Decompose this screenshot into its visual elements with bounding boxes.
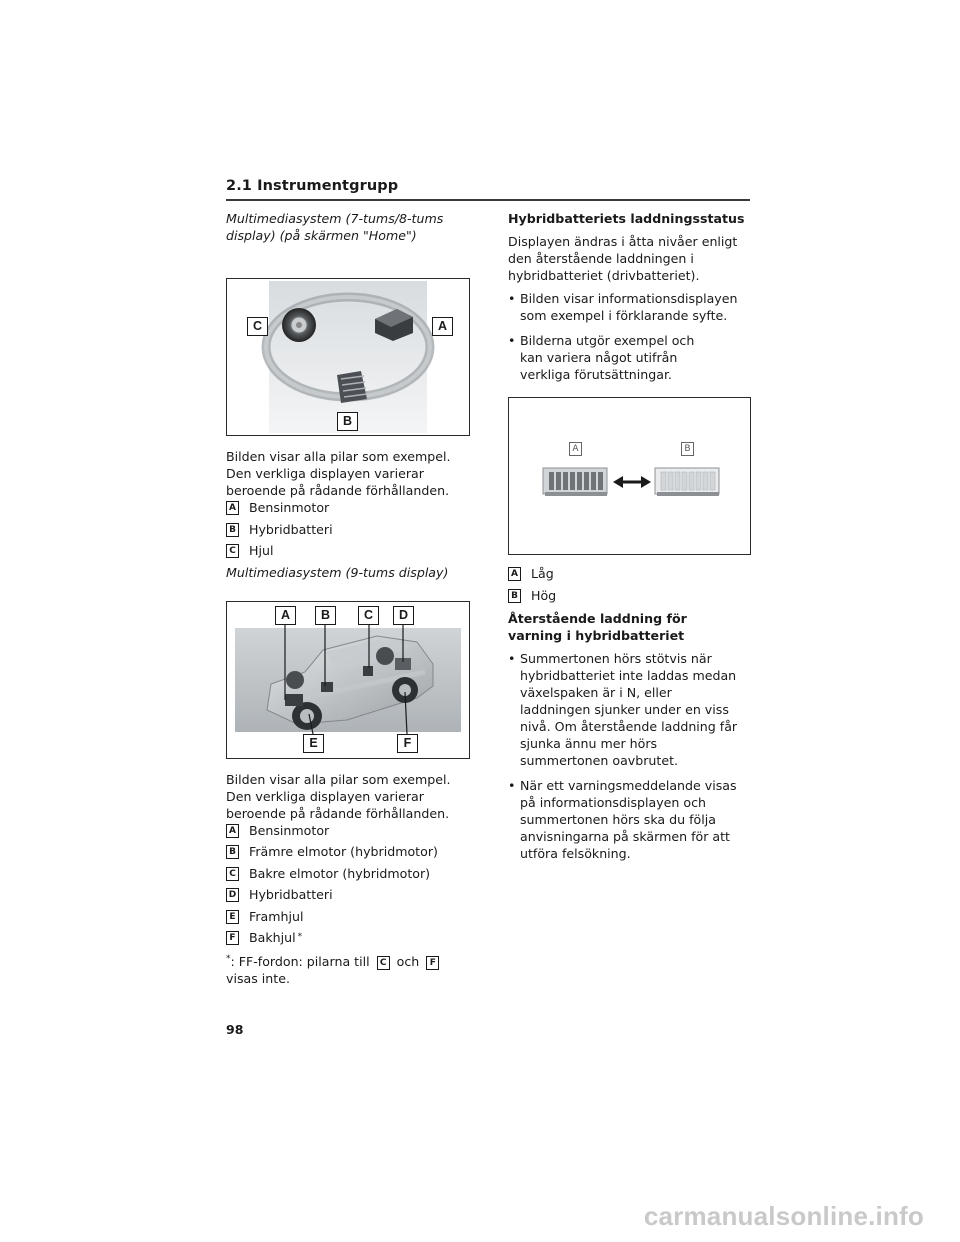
legend-text: Bensinmotor <box>249 822 330 838</box>
legend-text: Främre elmotor (hybridmotor) <box>249 844 438 859</box>
legend-text: Bakre elmotor (hybridmotor) <box>249 865 431 881</box>
figure1-label-a: A <box>432 317 453 336</box>
figure2-label-d: D <box>393 606 414 625</box>
watermark: carmanualsonline.info <box>643 1201 924 1231</box>
legend-text: Hybridbatteri <box>249 887 333 902</box>
figure3-charge-level <box>508 397 751 555</box>
legend-key: E <box>226 910 239 924</box>
section-divider <box>226 199 750 201</box>
figure1-legend <box>226 499 472 559</box>
footnote-star: * <box>226 953 231 964</box>
legend-key: F <box>226 931 239 945</box>
section-title: 2.1 Instrumentgrupp <box>226 178 399 194</box>
right-column <box>508 210 754 870</box>
figure1-energy-flow <box>226 278 470 436</box>
warning-heading: Återstående laddning för varning i hybridbatteriet <box>508 610 687 643</box>
left-column <box>226 210 472 987</box>
figure2-label-e: E <box>303 734 324 753</box>
legend-text: Hjul <box>249 543 274 558</box>
legend-key: B <box>226 523 239 537</box>
figure2-label-b: B <box>315 606 336 625</box>
legend-text: Bensinmotor <box>249 500 330 515</box>
footnote-prefix: : FF-fordon: pilarna till <box>230 953 370 969</box>
figure1-note: Bilden visar alla pilar som exempel. Den verkliga displayen varierar beroende på rådande förhållanden. <box>226 449 451 498</box>
legend-key: D <box>226 888 239 902</box>
legend-text: Låg <box>531 566 554 581</box>
charge-level-illustration <box>509 398 750 554</box>
figure2-label-a: A <box>275 606 296 625</box>
footnote-mid: och <box>396 953 420 969</box>
figure1-caption: Multimediasystem (7-tums/8-tums display) (på skärmen "Home") <box>226 211 444 243</box>
bullet-item: • Summertonen hörs stötvis när hybridbatteriet inte laddas medan växelspaken är i N, eller laddningen sjunker under en viss nivå. Om återstående laddning får sjunka ännu mer hörs summertonen oavbrutet. <box>508 650 742 769</box>
legend-key: C <box>226 867 239 881</box>
legend-key: A <box>508 567 521 581</box>
car-illustration <box>227 602 469 758</box>
legend-text: Bakhjul <box>249 930 296 945</box>
figure2-car-energy-flow <box>226 601 470 759</box>
battery-status-heading: Hybridbatteriets laddningsstatus <box>508 211 745 226</box>
figure3-label-a: A <box>569 442 582 456</box>
footnote-marker: * <box>297 932 303 942</box>
legend-key: C <box>226 544 239 558</box>
footnote-suffix: visas inte. <box>226 970 290 986</box>
bullet-item: • Bilden visar informationsdisplayen som exempel i förklarande syfte. <box>508 290 738 324</box>
figure1-label-b: B <box>337 412 358 431</box>
figure2-note: Bilden visar alla pilar som exempel. Den verkliga displayen varierar beroende på rådande förhållanden. <box>226 771 451 821</box>
battery-status-paragraph: Displayen ändras i åtta nivåer enligt den återstående laddningen i hybridbatteriet (drivbatteriet). <box>508 234 738 283</box>
figure1-label-c: C <box>247 317 268 336</box>
bullet-item: • När ett varningsmeddelande visas på informationsdisplayen och summertonen hörs ska du följa anvisningarna på skärmen för att utföra felsökning. <box>508 777 738 862</box>
legend-key: A <box>226 501 239 515</box>
figure3-legend <box>508 565 754 604</box>
legend-key: B <box>508 589 521 603</box>
figure3-label-b: B <box>681 442 694 456</box>
legend-text: Hög <box>531 587 557 603</box>
figure2-label-f: F <box>397 734 418 753</box>
footnote-key-c: C <box>377 956 390 970</box>
legend-key: B <box>226 845 239 859</box>
battery-status-bullets <box>508 290 754 383</box>
footnote <box>226 951 470 987</box>
bullet-item: • Bilderna utgör exempel och kan variera något utifrån verkliga förutsättningar. <box>508 332 720 383</box>
warning-bullets <box>508 650 754 862</box>
page-number: 98 <box>226 1022 244 1037</box>
legend-text: Framhjul <box>249 908 304 924</box>
figure2-caption: Multimediasystem (9-tums display) <box>226 564 449 580</box>
legend-text: Hybridbatteri <box>249 521 333 537</box>
figure2-label-c: C <box>358 606 379 625</box>
figure2-legend <box>226 822 472 947</box>
footnote-key-f: F <box>426 956 439 970</box>
legend-key: A <box>226 824 239 838</box>
